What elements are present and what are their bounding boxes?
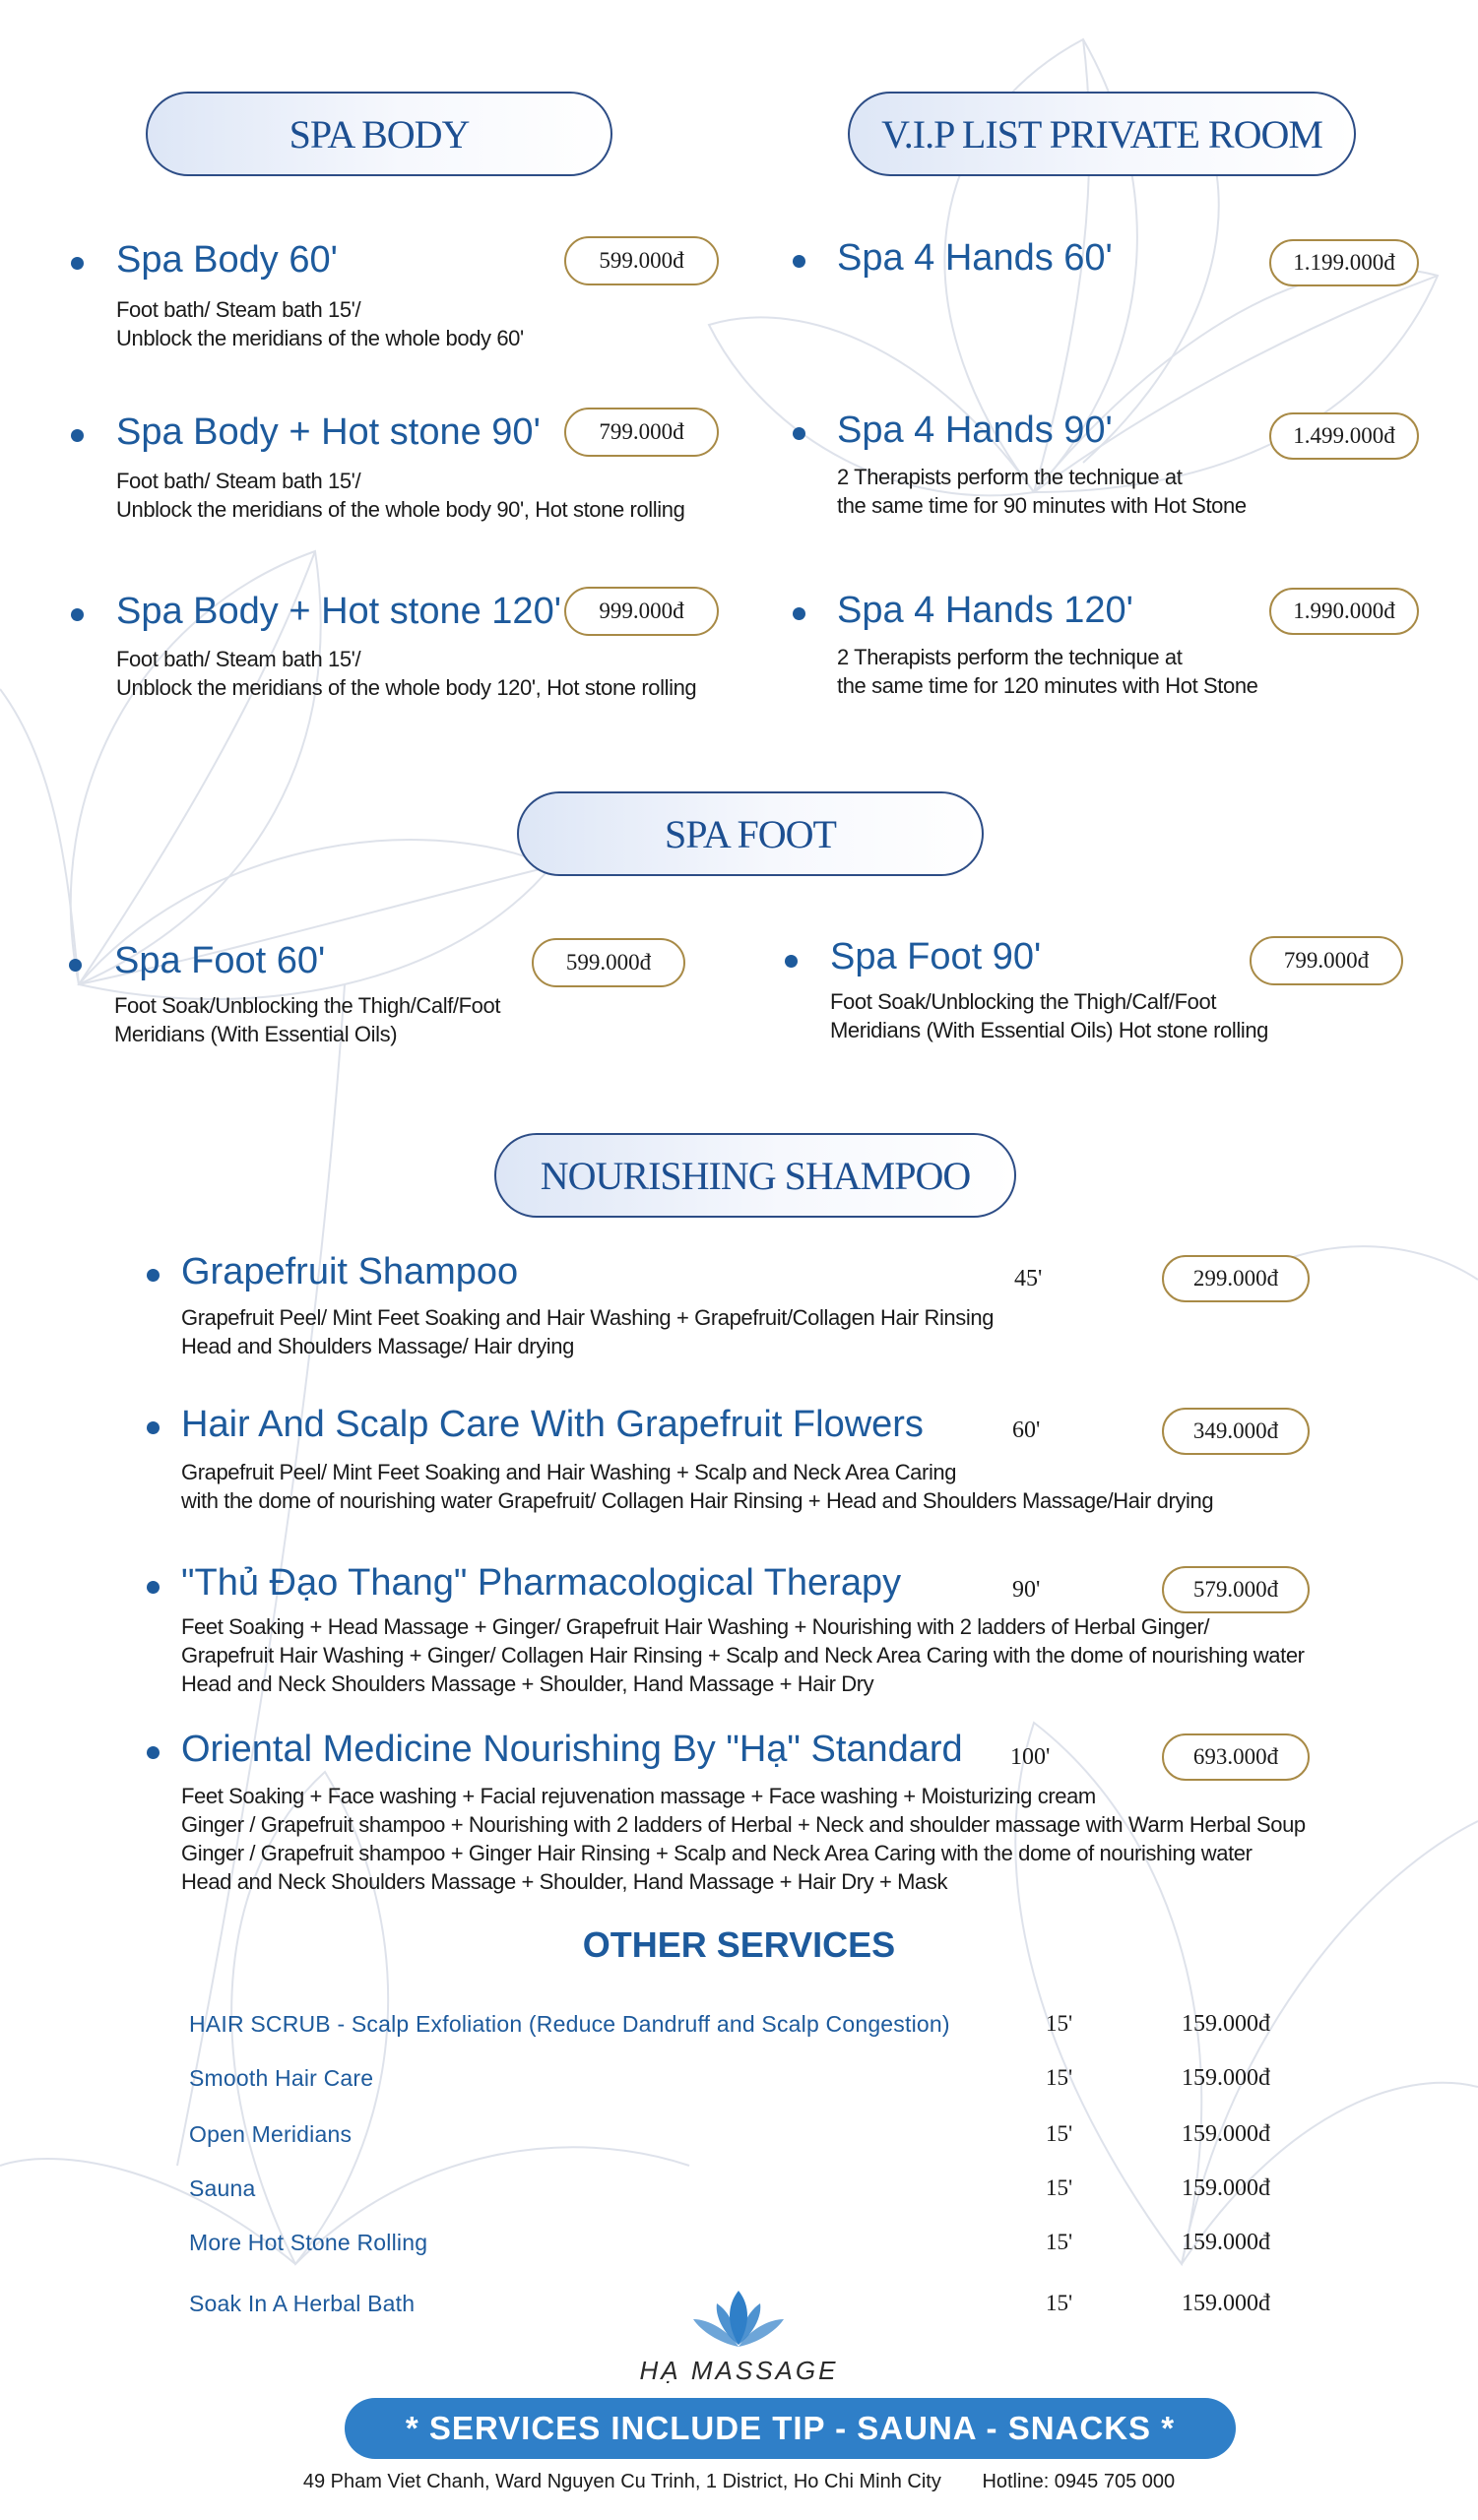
item-description: with the dome of nourishing water Grapefruit/ Collagen Hair Rinsing + Head and Shoulders Massage/Hair drying [181, 1488, 1214, 1513]
item-title: Spa 4 Hands 120' [837, 590, 1133, 631]
item-description: Foot bath/ Steam bath 15'/ [116, 647, 361, 671]
price-badge: 349.000đ [1162, 1408, 1310, 1455]
item-title: Spa Body 60' [116, 239, 338, 281]
section-header-spa-foot: SPA FOOT [517, 791, 984, 876]
item-title: "Thủ Đạo Thang" Pharmacological Therapy [181, 1562, 902, 1604]
item-description: Foot Soak/Unblocking the Thigh/Calf/Foot [830, 989, 1217, 1014]
item-description: Feet Soaking + Head Massage + Ginger/ Grapefruit Hair Washing + Nourishing with 2 ladders of Herbal Ginger/ [181, 1614, 1210, 1639]
price-badge: 1.499.000đ [1269, 412, 1419, 460]
item-title: Spa Foot 90' [830, 936, 1042, 977]
service-name: Soak In A Herbal Bath [189, 2291, 416, 2316]
item-duration: 100' [1010, 1744, 1051, 1770]
item-description: Foot bath/ Steam bath 15'/ [116, 297, 361, 322]
item-description: Grapefruit Hair Washing + Ginger/ Collagen Hair Rinsing + Scalp and Neck Area Caring with the dome of nourishing water [181, 1643, 1305, 1668]
service-name: Smooth Hair Care [189, 2065, 374, 2091]
item-description: Head and Shoulders Massage/ Hair drying [181, 1334, 574, 1358]
service-price: 159.000đ [1182, 2230, 1270, 2255]
price-badge: 579.000đ [1162, 1566, 1310, 1613]
item-description: Unblock the meridians of the whole body 90', Hot stone rolling [116, 497, 685, 522]
service-duration: 15' [1046, 2011, 1073, 2036]
service-duration: 15' [1046, 2121, 1073, 2146]
bullet-icon [71, 429, 84, 442]
service-duration: 15' [1046, 2175, 1073, 2200]
price-badge: 1.990.000đ [1269, 588, 1419, 635]
price-badge: 599.000đ [564, 236, 719, 285]
section-header-shampoo: NOURISHING SHAMPOO [494, 1133, 1016, 1218]
item-description: 2 Therapists perform the technique at [837, 645, 1183, 669]
price-badge: 693.000đ [1162, 1733, 1310, 1781]
item-description: Meridians (With Essential Oils) [114, 1022, 398, 1046]
service-price: 159.000đ [1182, 2175, 1270, 2201]
lotus-logo-icon [679, 2286, 798, 2355]
item-title: Hair And Scalp Care With Grapefruit Flowers [181, 1404, 924, 1445]
service-name: HAIR SCRUB - Scalp Exfoliation (Reduce Dandruff and Scalp Congestion) [189, 2011, 950, 2037]
service-duration: 15' [1046, 2230, 1073, 2254]
footer-address: 49 Pham Viet Chanh, Ward Nguyen Cu Trinh, 1 District, Ho Chi Minh City [302, 2471, 941, 2492]
item-title: Spa Foot 60' [114, 940, 326, 981]
bullet-icon [785, 955, 798, 968]
bullet-icon [147, 1746, 160, 1759]
services-include-banner: * SERVICES INCLUDE TIP - SAUNA - SNACKS * [345, 2398, 1236, 2459]
item-duration: 45' [1014, 1266, 1043, 1292]
service-price: 159.000đ [1182, 2011, 1270, 2037]
price-badge: 1.199.000đ [1269, 239, 1419, 286]
brand-name: HẠ MASSAGE [639, 2356, 839, 2385]
item-description: Head and Neck Shoulders Massage + Shoulder, Hand Massage + Hair Dry [181, 1671, 874, 1696]
item-description: Meridians (With Essential Oils) Hot stone rolling [830, 1018, 1268, 1042]
bullet-icon [793, 427, 805, 440]
service-duration: 15' [1046, 2065, 1073, 2090]
price-badge: 799.000đ [1250, 936, 1403, 985]
price-badge: 799.000đ [564, 408, 719, 457]
item-description: Grapefruit Peel/ Mint Feet Soaking and Hair Washing + Grapefruit/Collagen Hair Rinsing [181, 1305, 995, 1330]
footer [0, 2471, 1478, 2493]
service-name: Sauna [189, 2175, 256, 2201]
bullet-icon [69, 959, 82, 972]
item-description: Ginger / Grapefruit shampoo + Ginger Hair Rinsing + Scalp and Neck Area Caring with the dome of nourishing water [181, 1841, 1253, 1865]
item-title: Spa Body + Hot stone 90' [116, 411, 541, 453]
item-duration: 90' [1012, 1577, 1041, 1603]
bullet-icon [71, 257, 84, 270]
item-description: Foot bath/ Steam bath 15'/ [116, 469, 361, 493]
price-badge: 599.000đ [532, 938, 685, 987]
item-duration: 60' [1012, 1418, 1041, 1443]
item-description: the same time for 90 minutes with Hot Stone [837, 493, 1247, 518]
service-price: 159.000đ [1182, 2065, 1270, 2091]
footer-hotline: Hotline: 0945 705 000 [982, 2471, 1176, 2492]
service-price: 159.000đ [1182, 2121, 1270, 2147]
item-title: Spa 4 Hands 90' [837, 410, 1113, 451]
item-title: Oriental Medicine Nourishing By "Hạ" Standard [181, 1729, 963, 1770]
item-description: Unblock the meridians of the whole body 60' [116, 326, 524, 350]
item-title: Spa 4 Hands 60' [837, 237, 1113, 279]
other-services-title: OTHER SERVICES [582, 1924, 896, 1965]
bullet-icon [71, 608, 84, 621]
price-badge: 299.000đ [1162, 1255, 1310, 1302]
item-description: Unblock the meridians of the whole body 120', Hot stone rolling [116, 675, 697, 700]
item-title: Grapefruit Shampoo [181, 1251, 519, 1292]
bullet-icon [793, 607, 805, 620]
price-badge: 999.000đ [564, 587, 719, 636]
item-description: the same time for 120 minutes with Hot Stone [837, 673, 1258, 698]
item-description: 2 Therapists perform the technique at [837, 465, 1183, 489]
item-description: Ginger / Grapefruit shampoo + Nourishing with 2 ladders of Herbal + Neck and shoulder massage with Warm Herbal Soup [181, 1812, 1306, 1837]
section-header-spa-body: SPA BODY [146, 92, 612, 176]
item-description: Feet Soaking + Face washing + Facial rejuvenation massage + Face washing + Moisturizing cream [181, 1784, 1096, 1808]
bullet-icon [147, 1269, 160, 1282]
service-name: More Hot Stone Rolling [189, 2230, 428, 2255]
item-title: Spa Body + Hot stone 120' [116, 591, 561, 632]
bullet-icon [147, 1581, 160, 1594]
item-description: Grapefruit Peel/ Mint Feet Soaking and Hair Washing + Scalp and Neck Area Caring [181, 1460, 957, 1484]
service-duration: 15' [1046, 2291, 1073, 2315]
service-price: 159.000đ [1182, 2291, 1270, 2316]
bullet-icon [147, 1421, 160, 1434]
service-name: Open Meridians [189, 2121, 353, 2147]
bullet-icon [793, 255, 805, 268]
item-description: Head and Neck Shoulders Massage + Shoulder, Hand Massage + Hair Dry + Mask [181, 1869, 948, 1894]
section-header-vip: V.I.P LIST PRIVATE ROOM [848, 92, 1356, 176]
item-description: Foot Soak/Unblocking the Thigh/Calf/Foot [114, 993, 501, 1018]
